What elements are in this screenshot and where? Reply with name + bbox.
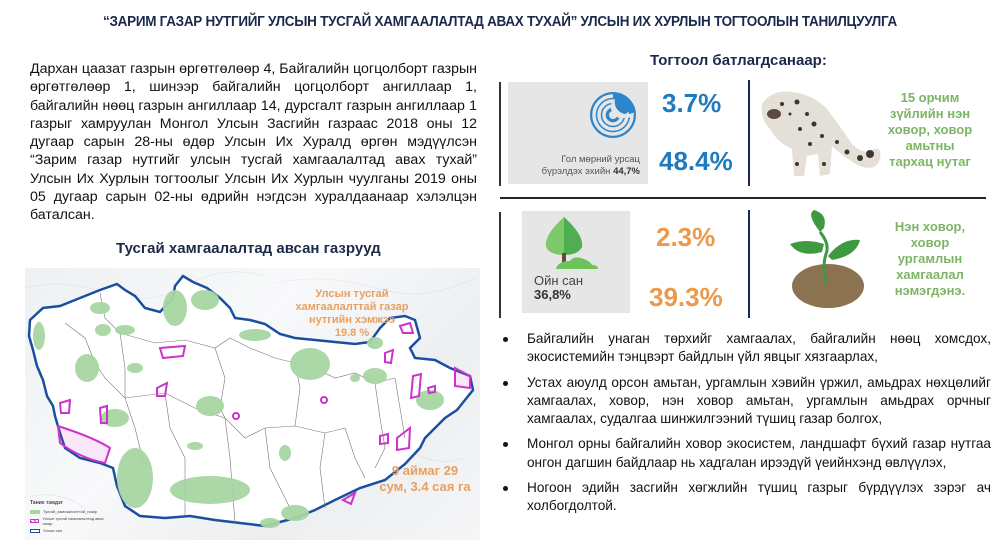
page-title: “ЗАРИМ ГАЗАР НУТГИЙГ УЛСЫН ТУСГАЙ ХАМГААЛАЛТАД АВАХ ТУХАЙ” УЛСЫН ИХ ХУРЛЫН ТОГТООЛЫН ТАНИЛЦУУЛГА	[103, 14, 897, 30]
list-item-text: Байгалийн унаган төрхийг хамгаалах, байгалийн нөөц хомсдох, экосистемийн тэнцвэрт байдлын үйл явцыг хязгаарлах,	[527, 331, 991, 365]
divider	[499, 212, 501, 318]
list-item	[497, 374, 991, 429]
text-line: Нэн ховор,	[894, 219, 966, 234]
map-legend	[30, 500, 110, 535]
divider	[748, 80, 750, 186]
map-title: Тусгай хамгаалалтад авсан газрууд	[116, 240, 381, 257]
list-item	[497, 479, 991, 516]
list-item	[497, 330, 991, 367]
map-label-protected-area-share	[272, 288, 432, 340]
text-line: хамгаалал	[896, 267, 964, 282]
forest-stat-top: 2.3%	[656, 222, 716, 252]
benefits-list	[497, 330, 991, 523]
intro-paragraph: Дархан цаазат газрын өргөтгөлөөр 4, Байгалийн цогцолборт газрын өргөтгөлөөр 1, шинээр байгалийн цогцолборт ангиллаар 1, байгалийн нөөц газрын ангиллаар 14, дурсгалт газрын ангиллаар 1 газрыг хамруулан Монгол Улсын Засгийн газраас 2018 оны 12 дугаар сарын 28-ны өдөр Улсын Их Хуралд өргөн мэдүүлсэн “Зарим газар нутгийг улсын тусгай хамгаалалтад авах тухай” Улсын Их Хурлын тогтоолыг Улсын Их Хурлын чуулганы 2019 оны 05 дугаар сарын 02-ны өдрийн нэгдсэн хуралдаанаар хэлэлцэн баталсан.	[30, 61, 477, 224]
caption-line: бүрэлдэх эхийн	[541, 166, 611, 177]
forest-label: Ойн сан	[534, 273, 584, 288]
text-line: ховор	[910, 235, 950, 250]
forest-card	[522, 211, 630, 313]
water-stat-bottom: 48.4%	[659, 146, 733, 176]
legend-label: Улсын хил	[43, 528, 63, 533]
water-card	[508, 82, 648, 184]
legend-item	[30, 516, 110, 526]
animals-text	[870, 90, 990, 170]
list-item-text: Ногоон эдийн засгийн хөгжлийн түшиц газрыг бүрдүүлэх зэрэг ач холбогдолтой.	[527, 480, 991, 514]
legend-swatch-border	[30, 529, 40, 533]
approved-title: Тогтоол батлагдсанаар:	[650, 52, 827, 69]
text-line: амьтны	[905, 138, 955, 153]
bullet-icon	[503, 442, 508, 447]
label-line: Улсын тусгай	[315, 288, 389, 300]
water-swirl-icon	[588, 90, 638, 140]
forest-stat-bottom: 39.3%	[649, 282, 723, 312]
legend-item	[30, 509, 110, 514]
legend-label: Тусгай_хамгаалалттай_газар	[43, 509, 98, 514]
sprout-icon	[786, 210, 870, 310]
protected-areas-map	[25, 268, 480, 540]
legend-swatch-protected	[30, 510, 40, 514]
list-item-text: Устах аюулд орсон амьтан, ургамлын хэвийн үржил, амьдрах нөхцөлийг хамгаалах, ховор, нэн ховор амьтан, ургамлын амьдрах орчныг хамгаалах, судалгаа шинжилгээний түшиц газар болгох,	[527, 374, 991, 427]
label-line: 19.8 %	[334, 327, 370, 339]
plants-text	[870, 219, 990, 299]
water-caption	[542, 154, 640, 178]
label-line: нутгийн хэмжээ	[308, 314, 396, 326]
label-line: сум, 3.4 сая га	[379, 479, 471, 494]
forest-percent: 36,8%	[534, 287, 571, 302]
text-line: ховор, ховор	[887, 122, 973, 137]
label-line: 9 аймаг 29	[391, 463, 459, 478]
text-line: 15 орчим	[900, 90, 960, 105]
text-line: ургамлын	[897, 251, 963, 266]
map-label-new-areas	[370, 463, 480, 495]
water-percent: 44,7%	[613, 166, 640, 177]
tree-icon	[542, 215, 612, 275]
list-item	[497, 435, 991, 472]
text-line: тархац нутаг	[889, 154, 971, 169]
horizontal-divider	[500, 197, 986, 199]
snow-leopard-image	[752, 84, 882, 184]
water-stat-top: 3.7%	[662, 88, 722, 118]
legend-title: Таних тэмдэг	[30, 500, 63, 506]
label-line: хамгаалалттай газар	[295, 301, 409, 313]
legend-swatch-new	[30, 519, 39, 523]
text-line: зүйлийн нэн	[889, 106, 971, 121]
legend-item	[30, 528, 110, 533]
bullet-icon	[503, 381, 508, 386]
divider	[748, 210, 750, 318]
list-item-text: Монгол орны байгалийн ховор экосистем, ландшафт бүхий газар нутгаа онгон дагшин байдлаар нь хадгалан ирээдүй үеийнхэнд өвлүүлэх,	[527, 436, 991, 470]
forest-caption	[534, 274, 583, 302]
bullet-icon	[503, 337, 508, 342]
text-line: нэмэгдэнэ.	[894, 283, 966, 298]
bullet-icon	[503, 486, 508, 491]
legend-label: Улсын тусгай хамгаалалтад авах газар	[42, 516, 104, 526]
divider	[499, 82, 501, 186]
caption-line: Гол мөрний урсац	[561, 154, 640, 165]
